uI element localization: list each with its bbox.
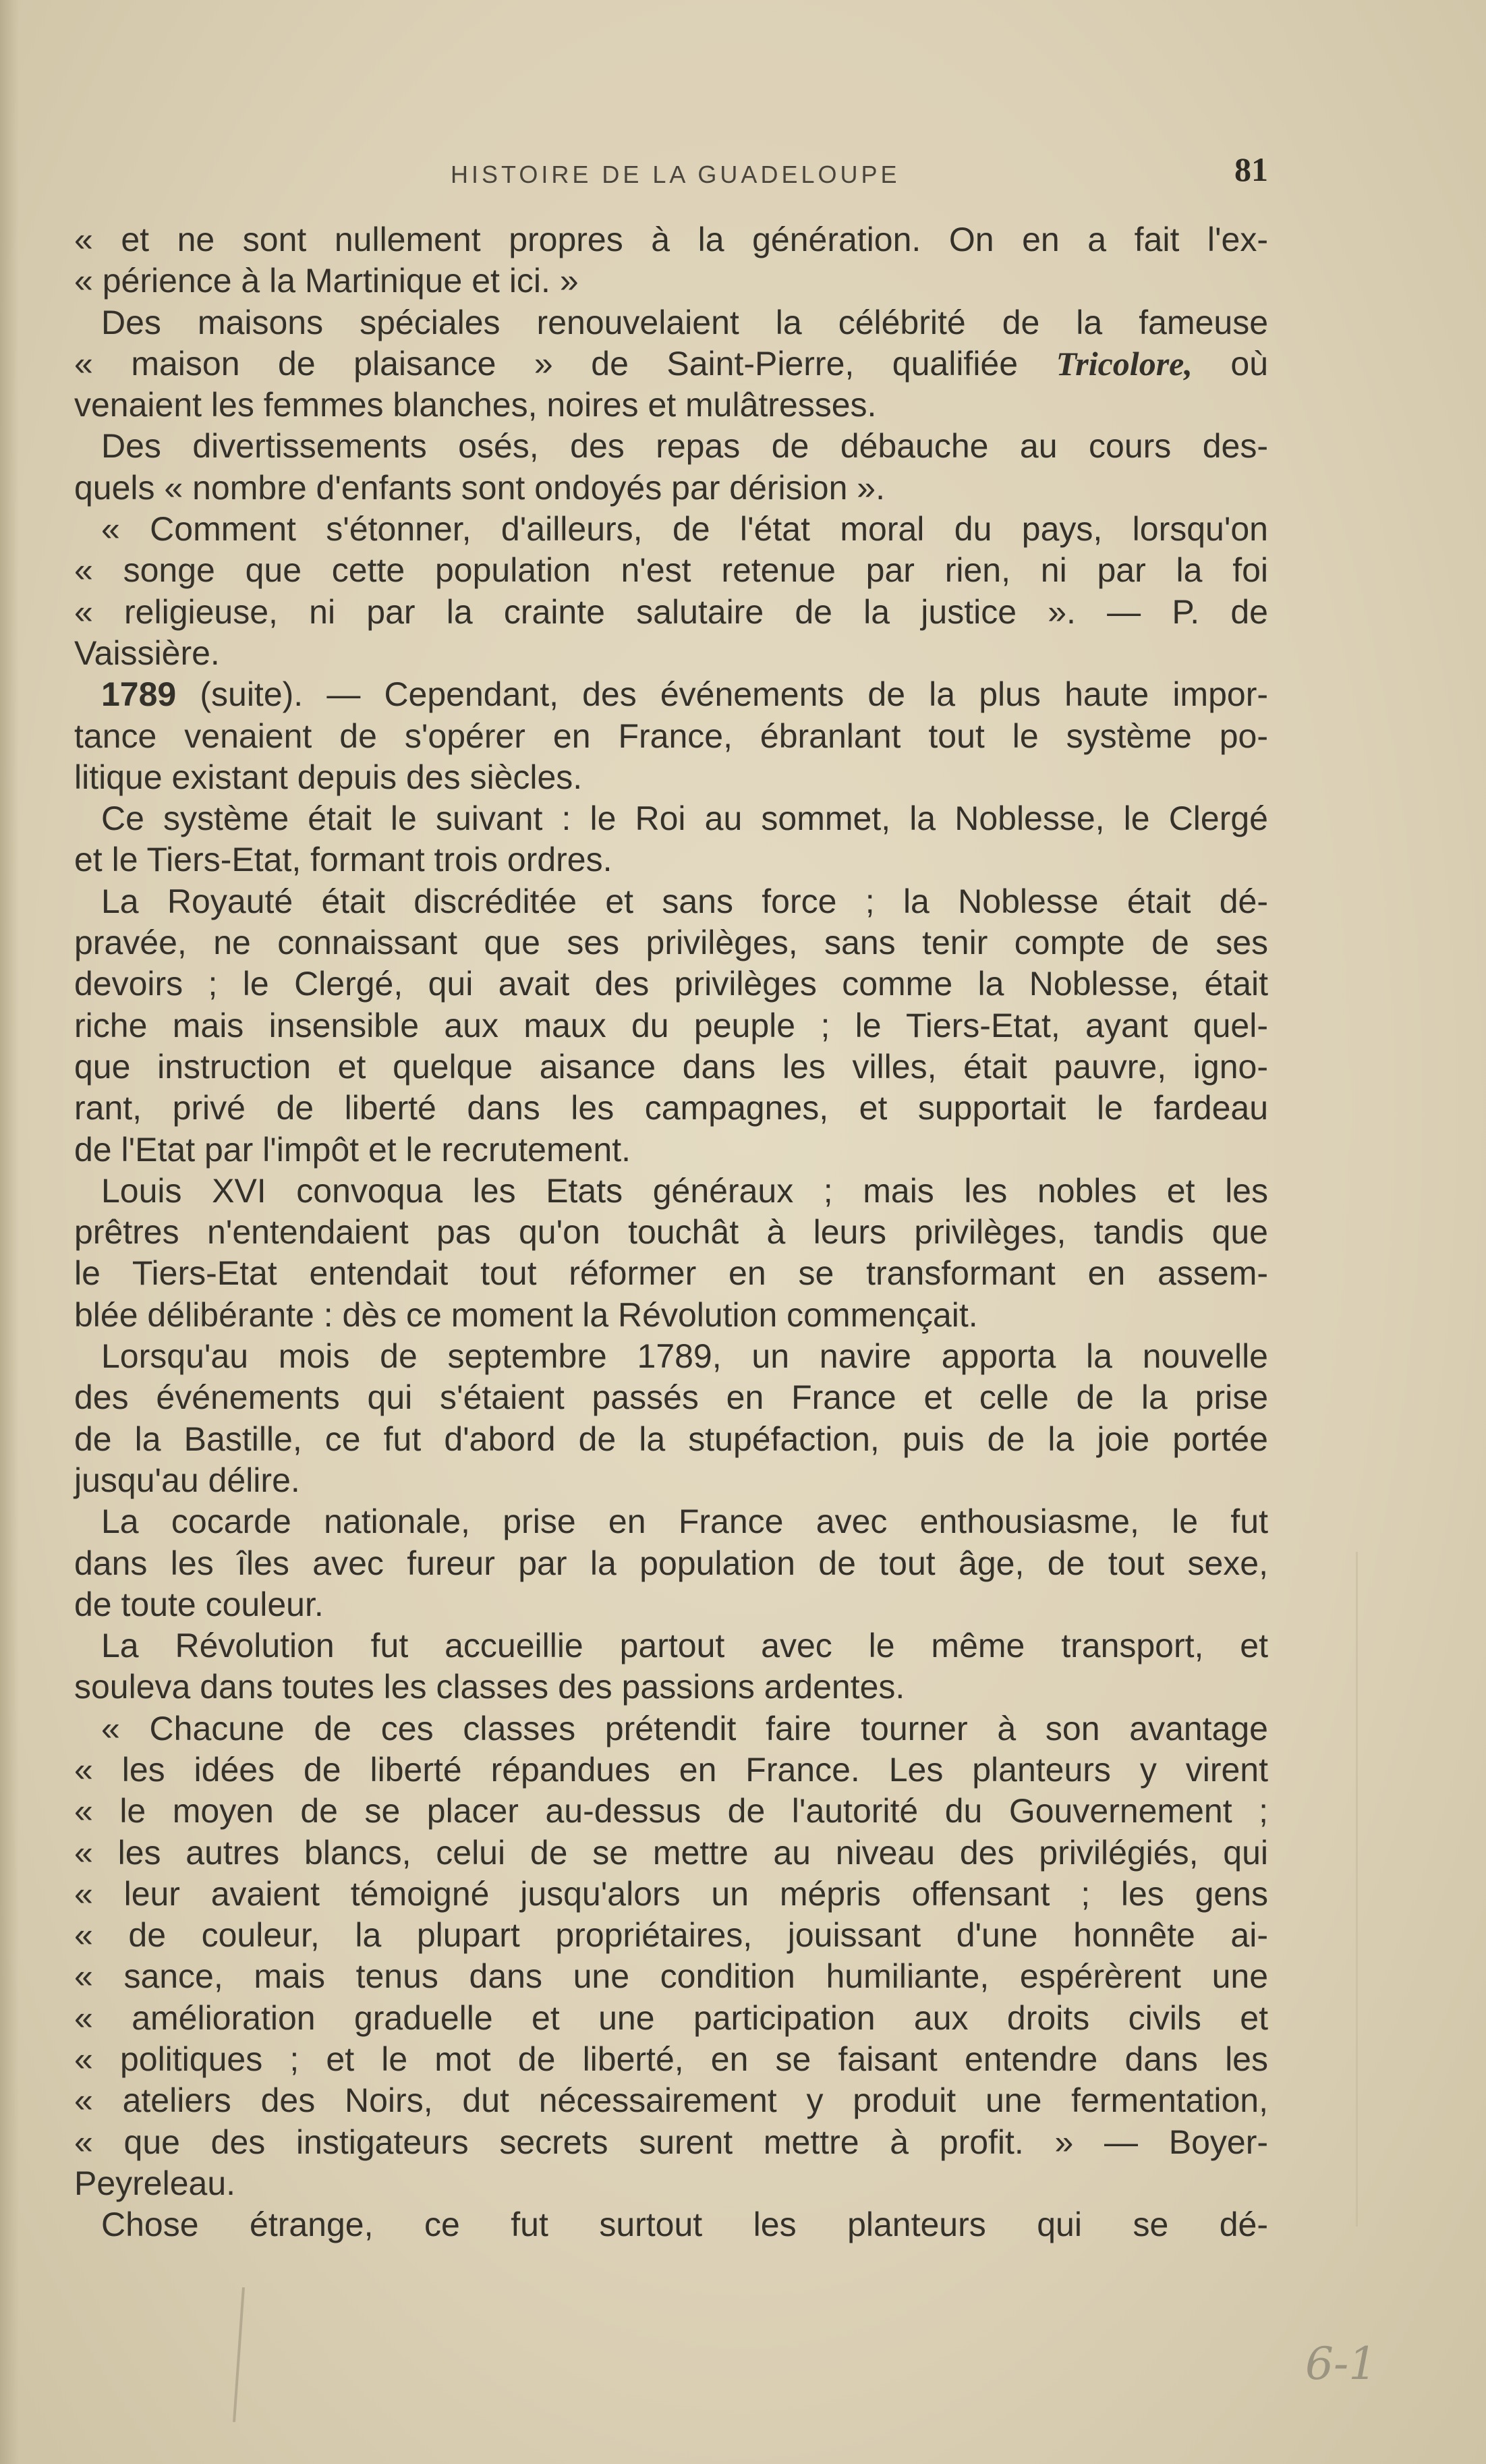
line-text: Peyreleau.: [74, 2164, 236, 2202]
text-line: [74, 2163, 1268, 2204]
line-text: de la Bastille, ce fut d'abord de la stupéfaction, puis de la joie portée: [74, 1420, 1268, 1458]
margin-pencil-line: [1356, 1552, 1358, 2227]
line-text: rant, privé de liberté dans les campagnes, et supportait le fardeau: [74, 1089, 1268, 1127]
line-text: « songe que cette population n'est retenue par rien, ni par la foi: [74, 551, 1268, 590]
text-line: [74, 2122, 1268, 2163]
line-text: « les autres blancs, celui de se mettre au niveau des privilégiés, qui: [74, 1833, 1268, 1872]
text-line: [74, 385, 1268, 426]
text-line: [74, 2204, 1268, 2245]
text-line: [74, 343, 1268, 385]
text-line: [74, 922, 1268, 963]
line-text: où: [1192, 344, 1268, 383]
text-line: [74, 1584, 1268, 1625]
line-text: jusqu'au délire.: [74, 1461, 300, 1499]
line-text: « périence à la Martinique et ici. »: [74, 262, 579, 300]
text-line: [74, 468, 1268, 509]
text-line: [74, 963, 1268, 1005]
line-text: « ateliers des Noirs, dut nécessairement y produit une fermentation,: [74, 2081, 1268, 2120]
text-line: [74, 1501, 1268, 1542]
text-line: [74, 1088, 1268, 1129]
text-line: [74, 633, 1268, 674]
line-text: « sance, mais tenus dans une condition humiliante, espérèrent une: [74, 1957, 1268, 1996]
line-text: pravée, ne connaissant que ses privilèges, sans tenir compte de ses: [74, 924, 1268, 962]
text-line: [74, 550, 1268, 591]
line-text: Des divertissements osés, des repas de débauche au cours des-: [101, 427, 1268, 466]
line-text: Chose étrange, ce fut surtout les planteurs qui se dé-: [101, 2206, 1268, 2244]
text-line: [74, 302, 1268, 343]
text-line: [74, 260, 1268, 302]
line-text: « amélioration graduelle et une participation aux droits civils et: [74, 1998, 1268, 2037]
line-text: de toute couleur.: [74, 1585, 324, 1623]
line-text: le Tiers-Etat entendait tout réformer en se transformant en assem-: [74, 1254, 1268, 1293]
line-text: « religieuse, ni par la crainte salutaire de la justice ». — P. de: [74, 592, 1268, 631]
text-line: [74, 509, 1268, 550]
line-text: blée délibérante : dès ce moment la Révolution commençait.: [74, 1295, 978, 1334]
line-text: Vaissière.: [74, 634, 220, 672]
text-line: [74, 1295, 1268, 1336]
text-line: [74, 592, 1268, 633]
text-line: [74, 426, 1268, 467]
text-line: [74, 2080, 1268, 2121]
line-text: Louis XVI convoqua les Etats généraux ; mais les nobles et les: [101, 1171, 1268, 1210]
line-text: « politiques ; et le mot de liberté, en se faisant entendre dans les: [74, 2040, 1268, 2079]
text-line: [74, 1253, 1268, 1294]
page-edge-shadow: [0, 0, 19, 2464]
line-text: devoirs ; le Clergé, qui avait des privilèges comme la Noblesse, était: [74, 965, 1268, 1003]
text-line: [74, 716, 1268, 757]
text-line: [74, 1667, 1268, 1708]
line-text: et le Tiers-Etat, formant trois ordres.: [74, 841, 612, 879]
text-line: [74, 1046, 1268, 1088]
line-text: « les idées de liberté répandues en France. Les planteurs y virent: [74, 1750, 1268, 1789]
text-line: [74, 1874, 1268, 1915]
line-text: « maison de plaisance » de Saint-Pierre, qualifiée: [74, 344, 1056, 383]
line-text: des événements qui s'étaient passés en France et celle de la prise: [74, 1378, 1268, 1417]
line-text: La Royauté était discréditée et sans force ; la Noblesse était dé-: [101, 882, 1268, 920]
margin-pencil-mark: [233, 2287, 245, 2422]
line-text: que instruction et quelque aisance dans les villes, était pauvre, igno-: [74, 1047, 1268, 1086]
line-text: La Révolution fut accueillie partout avec le même transport, et: [101, 1627, 1268, 1665]
text-line: [74, 1708, 1268, 1749]
line-text: La cocarde nationale, prise en France avec enthousiasme, le fut: [101, 1503, 1268, 1541]
text-line: [74, 1956, 1268, 1997]
line-text: (suite). — Cependant, des événements de la plus haute impor-: [176, 675, 1268, 714]
text-line: [74, 1460, 1268, 1501]
line-text: venaient les femmes blanches, noires et mulâtresses.: [74, 386, 877, 424]
line-text: « le moyen de se placer au-dessus de l'autorité du Gouvernement ;: [74, 1792, 1268, 1830]
line-text: « Comment s'étonner, d'ailleurs, de l'état moral du pays, lorsqu'on: [101, 510, 1268, 549]
text-line: [74, 2039, 1268, 2080]
text-line: [74, 1171, 1268, 1212]
line-text: quels « nombre d'enfants sont ondoyés par dérision ».: [74, 468, 885, 507]
text-line: [74, 1129, 1268, 1171]
text-line: [74, 798, 1268, 839]
text-line: [74, 1915, 1268, 1956]
line-italic: Tricolore,: [1056, 344, 1193, 383]
line-text: « de couleur, la plupart propriétaires, jouissant d'une honnête ai-: [74, 1916, 1268, 1955]
text-line: [74, 1419, 1268, 1460]
text-line: [74, 1625, 1268, 1667]
line-text: litique existant depuis des siècles.: [74, 758, 583, 796]
line-text: « que des instigateurs secrets surent mettre à profit. » — Boyer-: [74, 2123, 1268, 2161]
text-line: [74, 674, 1268, 715]
line-text: prêtres n'entendaient pas qu'on touchât à leurs privilèges, tandis que: [74, 1213, 1268, 1252]
line-text: « leur avaient témoigné jusqu'alors un mépris offensant ; les gens: [74, 1874, 1268, 1913]
text-line: [74, 1336, 1268, 1377]
text-line: [74, 1543, 1268, 1584]
line-text: dans les îles avec fureur par la population de tout âge, de tout sexe,: [74, 1544, 1268, 1582]
line-text: de l'Etat par l'impôt et le recrutement.: [74, 1130, 631, 1169]
line-text: « et ne sont nullement propres à la génération. On en a fait l'ex-: [74, 221, 1268, 258]
line-text: riche mais insensible aux maux du peuple ; le Tiers-Etat, ayant quel-: [74, 1006, 1268, 1044]
line-bold: 1789: [101, 675, 177, 714]
text-line: [74, 1791, 1268, 1832]
line-text: Des maisons spéciales renouvelaient la célébrité de la fameuse: [101, 303, 1268, 341]
text-line: [74, 1832, 1268, 1874]
line-text: tance venaient de s'opérer en France, ébranlant tout le système po-: [74, 717, 1268, 755]
line-text: Lorsqu'au mois de septembre 1789, un navire apporta la nouvelle: [101, 1337, 1268, 1376]
text-line: [74, 219, 1268, 260]
running-title: HISTOIRE DE LA GUADELOUPE: [451, 161, 901, 188]
text-line: [74, 1005, 1268, 1046]
text-line: [74, 1212, 1268, 1253]
line-text: souleva dans toutes les classes des passions ardentes.: [74, 1668, 905, 1706]
text-line: [74, 881, 1268, 922]
handwritten-annotation: 6-1: [1305, 2338, 1377, 2390]
text-line: [74, 1998, 1268, 2039]
line-text: Ce système était le suivant : le Roi au sommet, la Noblesse, le Clergé: [101, 800, 1268, 838]
text-line: [74, 1377, 1268, 1418]
body-text: [74, 219, 1268, 2246]
page-number: 81: [1234, 150, 1268, 188]
text-line: [74, 839, 1268, 880]
text-line: [74, 1749, 1268, 1791]
line-text: « Chacune de ces classes prétendit faire tourner à son avantage: [101, 1709, 1268, 1747]
text-line: [74, 757, 1268, 798]
